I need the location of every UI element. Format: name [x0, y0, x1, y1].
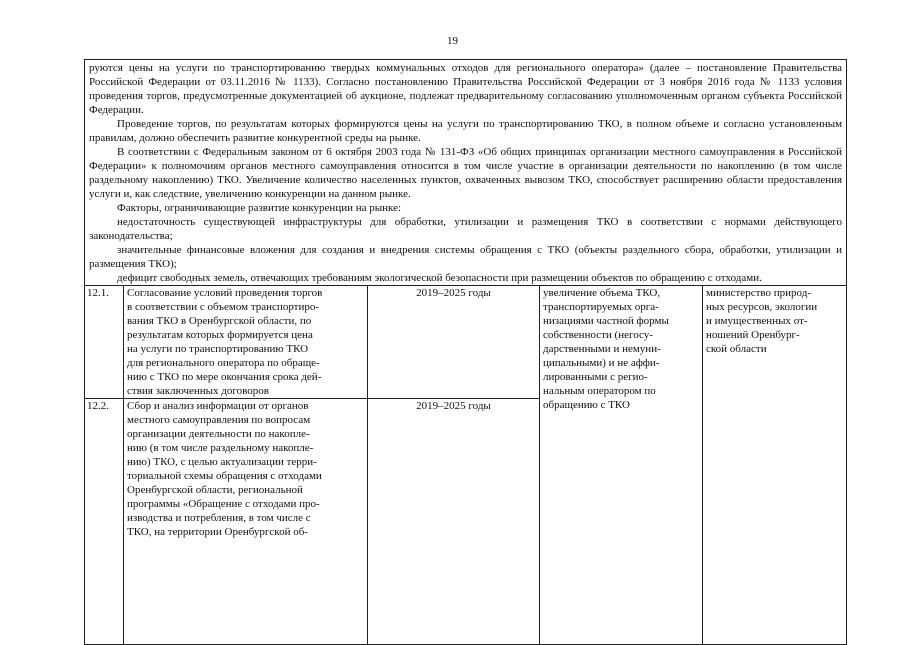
- row-period: 2019–2025 годы: [368, 286, 540, 399]
- row-action: Сбор и анализ информации от органов местного самоуправления по вопросам организации деятельности по накопле- нию (в том числе раздельному накопле- нию) ТКО, с целью актуализации терри- ториальной схемы обращения с отходами Оренбургской области, региональной программы «Обращение с отходами про- изводства и потребления, в том числе с ТКО, на территории Оренбургской об-: [127, 400, 322, 538]
- row-action: Согласование условий проведения торгов в соответствии с объемом транспортиро- вания ТКО в Оренбургской области, по результатам которых формируется цена на услуги по транспортированию ТКО для регионального оператора по обраще- нию с ТКО по мере окончания срока дей- ствия заключенных договоров: [124, 286, 368, 399]
- intro-text-cell: [85, 60, 847, 286]
- page-number: 19: [447, 35, 458, 47]
- measures-table: [84, 59, 847, 645]
- intro-paragraph: руются цены на услуги по транспортированию твердых коммунальных отходов для регионального оператора» (далее – постановление Правительства Российской Федерации от 03.11.2016 № 1133). Согласно постановлению Правительства Российской Федерации от 3 ноября 2016 года № 1133 условия проведения торгов, предусмотренные документацией об аукционе, подлежат предварительному согласованию уполномоченным органом субъекта Российской Федерации.: [89, 62, 843, 116]
- intro-paragraph: В соответствии с Федеральным законом от 6 октября 2003 года № 131-ФЗ «Об общих принципах организации местного самоуправления в Российской Федерации» к полномочиям органов местного самоуправления относится в том числе участие в организации деятельности по накоплению (в том числе раздельному накоплению) ТКО. Увеличение количество населенных пунктов, охваченных вывозом ТКО, способствует расширению области предоставления услуги и, как следствие, увеличению конкуренции на данном рынке.: [89, 146, 843, 200]
- intro-paragraph: дефицит свободных земель, отвечающих требованиям экологической безопасности при размещении объектов по обращению с отходами.: [117, 272, 762, 284]
- intro-paragraph: Факторы, ограничивающие развитие конкуренции на рынке:: [117, 202, 402, 214]
- responsible-executor: министерство природ- ных ресурсов, экологии и имущественных от- ношений Оренбург- ской области: [703, 286, 847, 645]
- row-action-cell: [124, 399, 368, 645]
- table-row: [85, 286, 847, 399]
- intro-row: [85, 60, 847, 286]
- row-number: 12.1.: [85, 286, 124, 399]
- intro-paragraph: значительные финансовые вложения для создания и внедрения системы обращения с ТКО (объекты раздельного сбора, обработки, утилизации и размещения ТКО);: [89, 244, 843, 270]
- row-number: 12.2.: [85, 399, 124, 645]
- intro-paragraph: недостаточность существующей инфраструктуры для обработки, утилизации и размещения ТКО в соответствии с нормами действующего законодательства;: [89, 216, 843, 242]
- row-period: 2019–2025 годы: [368, 399, 540, 645]
- expected-result: увеличение объема ТКО, транспортируемых орга- низациями частной формы собственности (негосу- дарственными и немуни- ципальными) и не аффи- лированными с регио- нальным оператором по обращению с ТКО: [540, 286, 703, 645]
- intro-paragraph: Проведение торгов, по результатам которых формируются цены на услуги по транспортированию ТКО, в полном объеме и согласно установленным правилам, должно обеспечить развитие конкурентной среды на рынке.: [89, 118, 843, 144]
